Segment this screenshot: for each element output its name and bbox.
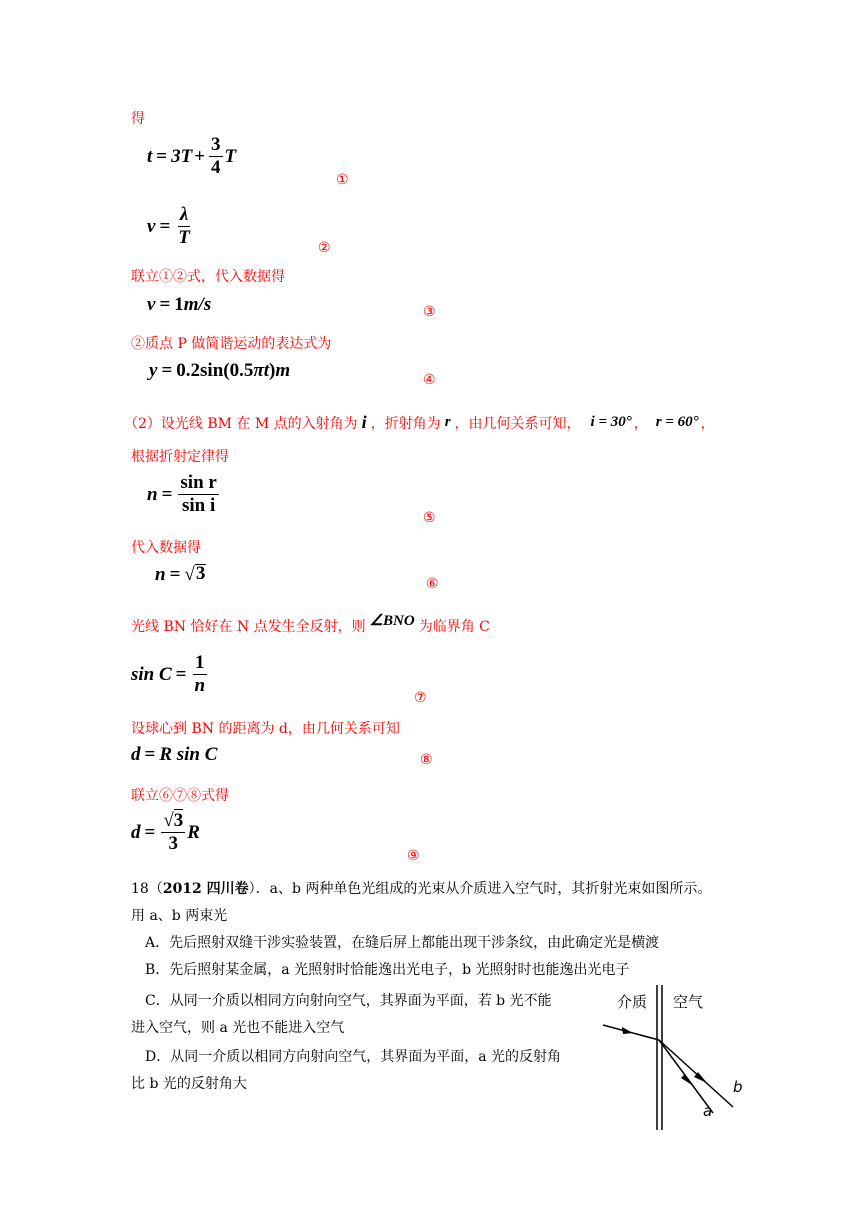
mark-4: ④ xyxy=(423,372,436,388)
option-b: B．先后照射某金属，a 光照射时恰能逸出光电子，b 光照射时也能逸出光电子 xyxy=(145,962,630,978)
mark-9: ⑨ xyxy=(407,848,420,864)
text-line9: 设球心到 BN 的距离为 d，由几何关系可知 xyxy=(131,721,400,737)
label-medium: 介质 xyxy=(617,993,648,1011)
equation-3: v = 1 m/s xyxy=(147,294,212,315)
mark-5: ⑤ xyxy=(423,510,436,526)
question-stem-line1: 18（2012 四川卷）．a、b 两种单色光组成的光束从介质进入空气时，其折射光束如图所示。 xyxy=(131,881,712,897)
equation-8: d = R sin C xyxy=(131,744,218,765)
incident-arrow xyxy=(622,1027,633,1034)
option-d-line1: D．从同一介质以相同方向射向空气，其界面为平面，a 光的反射角 xyxy=(145,1049,562,1065)
question-stem-line2: 用 a、b 两束光 xyxy=(131,908,228,924)
equation-6: n = √ 3 xyxy=(155,563,206,585)
mark-1: ① xyxy=(336,172,349,188)
text-line5: （2）设光线 BM 在 M 点的入射角为 i ，折射角为 r ，由几何关系可知， i = 30° ， r = 60° ， xyxy=(124,412,715,432)
ray-a-arrow xyxy=(681,1074,692,1085)
ray-b-line xyxy=(659,1040,733,1107)
label-ray-b: b xyxy=(733,1078,743,1096)
mark-7: ⑦ xyxy=(414,690,427,706)
equation-9: d = $\frac{√3}{3}$ R xyxy=(131,810,200,854)
option-c-line2: 进入空气，则 a 光也不能进入空气 xyxy=(131,1020,345,1036)
mark-6: ⑥ xyxy=(426,576,439,592)
text-line7: 代入数据得 xyxy=(131,540,201,556)
option-c-line1: C．从同一介质以相同方向射向空气，其界面为平面，若 b 光不能 xyxy=(145,993,552,1009)
equation-7: sin C = $\frac{1}{n}$ xyxy=(131,652,206,696)
text-line10: 联立⑥⑦⑧式得 xyxy=(131,788,229,804)
equation-4: y = 0.2sin(0.5 πt ) m xyxy=(149,360,291,381)
option-a: A．先后照射双缝干涉实验装置，在缝后屏上都能出现干涉条纹，由此确定光是横渡 xyxy=(145,935,660,951)
text-de: 得 xyxy=(131,111,145,127)
refraction-figure xyxy=(595,985,765,1135)
label-air: 空气 xyxy=(673,993,704,1011)
text-line4: ②质点 P 做简谐运动的表达式为 xyxy=(131,336,332,352)
option-d-line2: 比 b 光的反射角大 xyxy=(131,1076,247,1092)
mark-3: ③ xyxy=(423,304,436,320)
mark-8: ⑧ xyxy=(420,752,433,768)
equation-1: t = 3T + $\frac{3}{4}$ T xyxy=(147,134,237,178)
equation-5: n = $\frac{\text{sin r}}{\text{sin i}}$ xyxy=(147,472,217,516)
label-ray-a: a xyxy=(703,1102,713,1120)
text-line3: 联立①②式，代入数据得 xyxy=(131,269,285,285)
equation-2: v = $\frac{\lambda}{T}$ xyxy=(147,204,190,248)
text-line8: 光线 BN 恰好在 N 点发生全反射，则 ∠BNO 为临界角 C xyxy=(131,612,490,635)
text-line6: 根据折射定律得 xyxy=(131,449,229,465)
mark-2: ② xyxy=(318,240,331,256)
